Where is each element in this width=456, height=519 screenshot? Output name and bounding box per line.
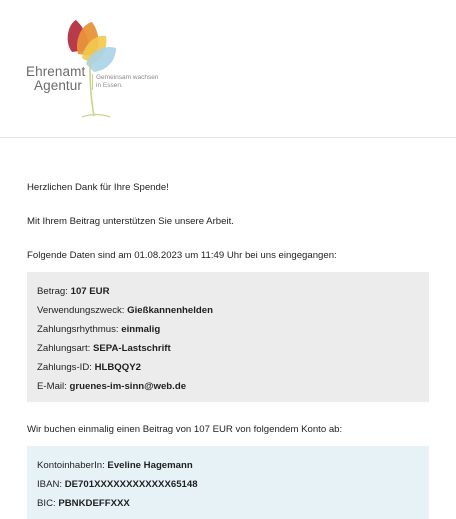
logo-name <box>26 65 85 93</box>
email-body <box>0 138 456 519</box>
donation-details-box <box>27 272 429 402</box>
logo-name-line1: Ehrenamt <box>26 64 86 79</box>
donation-value: gruenes-im-sinn@web.de <box>69 381 187 392</box>
donation-value: SEPA-Lastschrift <box>93 343 171 354</box>
donation-label: Betrag: <box>37 286 68 297</box>
account-value: PBNKDEFFXXX <box>58 498 130 509</box>
donation-label: Zahlungs-ID: <box>37 362 92 373</box>
logo-tagline-line2: in Essen. <box>96 82 123 89</box>
logo-tagline <box>92 74 159 90</box>
account-label: BIC: <box>37 498 56 509</box>
account-label: IBAN: <box>37 479 63 490</box>
account-row-holder <box>37 456 419 475</box>
account-row-iban <box>37 475 419 494</box>
donation-row-payment-id <box>37 358 419 377</box>
donation-value: einmalig <box>121 324 161 335</box>
donation-row-amount <box>37 282 419 301</box>
logo-tagline-line1: Gemeinsam wachsen <box>96 74 159 81</box>
donation-value: 107 EUR <box>70 286 110 297</box>
donation-row-email <box>37 377 419 396</box>
donation-label: Zahlungsrhythmus: <box>37 324 119 335</box>
account-row-bic <box>37 494 419 513</box>
donation-value: HLBQQY2 <box>94 362 141 373</box>
donation-value: Gießkannenhelden <box>127 305 213 316</box>
donation-label: Zahlungsart: <box>37 343 91 354</box>
account-value: Eveline Hagemann <box>107 460 193 471</box>
donation-row-purpose <box>37 301 419 320</box>
account-label: KontoinhaberIn: <box>37 460 105 471</box>
greeting-text: Herzlichen Dank für Ihre Spende! <box>27 182 169 193</box>
received-text: Folgende Daten sind am 01.08.2023 um 11:49 Uhr bei uns eingegangen: <box>27 250 337 261</box>
donation-label: E-Mail: <box>37 381 67 392</box>
logo-name-line2: Agentur <box>34 78 82 93</box>
donation-row-payment-method <box>37 339 419 358</box>
donation-row-rhythm <box>37 320 419 339</box>
support-text: Mit Ihrem Beitrag unterstützen Sie unsere Arbeit. <box>27 216 234 227</box>
debit-text: Wir buchen einmalig einen Beitrag von 107 EUR von folgendem Konto ab: <box>27 424 343 435</box>
donation-label: Verwendungszweck: <box>37 305 125 316</box>
email-header <box>0 0 456 138</box>
account-details-box <box>27 446 429 519</box>
account-value: DE701XXXXXXXXXXXX65148 <box>64 479 198 490</box>
